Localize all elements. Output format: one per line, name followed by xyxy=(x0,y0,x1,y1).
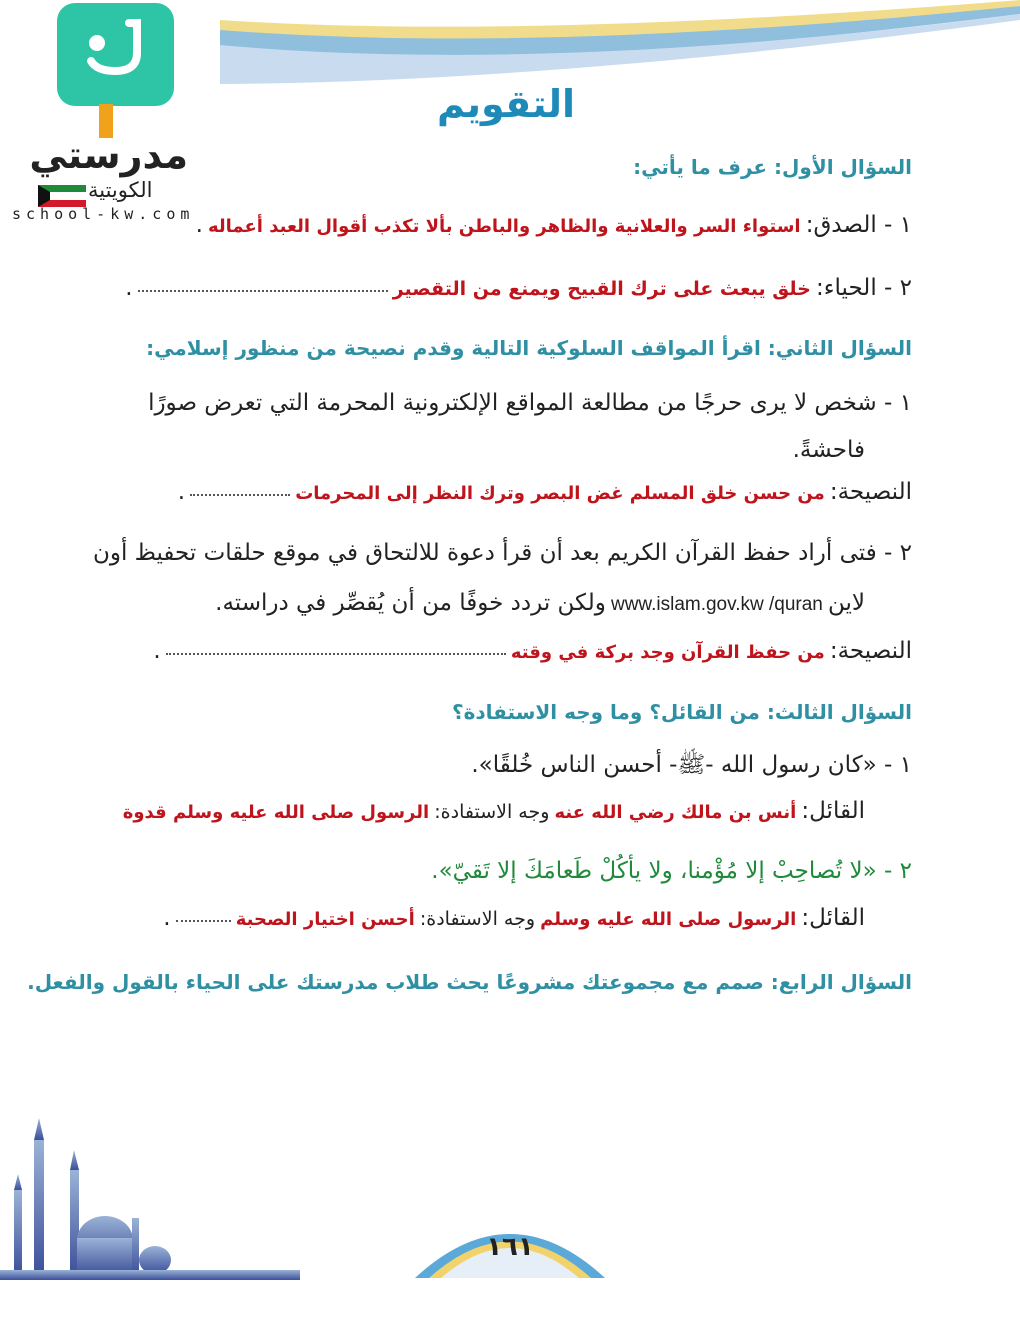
q3-item-2-dots xyxy=(176,920,231,922)
q1-heading: السؤال الأول: عرف ما يأتي: xyxy=(633,155,912,179)
q2-item-2-line-1: ٢ - فتى أراد حفظ القرآن الكريم بعد أن قرأ دعوة للالتحاق في موقع حلقات تحفيظ أون xyxy=(92,540,912,566)
q1-item-2-answer: خلق يبعث على ترك القبيح ويمنع من التقصير xyxy=(392,278,811,300)
q1-item-1-label: ١ - الصدق: xyxy=(805,212,912,238)
mosque-illustration xyxy=(0,1110,300,1280)
q2-item-2-advice-label: النصيحة: xyxy=(829,638,912,664)
page-number: ١٦١ xyxy=(486,1232,534,1262)
q2-item-1-end: . xyxy=(177,479,185,505)
logo-url: school-kw.com xyxy=(12,205,195,223)
q3-item-1-answer-line xyxy=(123,798,865,824)
q3-item-2-benefit: أحسن اختيار الصحبة xyxy=(235,909,415,930)
q2-heading: السؤال الثاني: اقرأ المواقف السلوكية التالية وقدم نصيحة من منظور إسلامي: xyxy=(146,336,912,360)
q1-item-1-answer: استواء السر والعلانية والظاهر والباطن بألا تكذب أقوال العبد أعماله xyxy=(207,216,801,237)
q1-item-1-end: . xyxy=(195,212,203,238)
q4-heading: السؤال الرابع: صمم مع مجموعتك مشروعًا يحث طلاب مدرستك على الحياء بالقول والفعل. xyxy=(27,970,912,994)
q3-item-1-benefit: الرسول صلى الله عليه وسلم قدوة xyxy=(122,802,430,823)
q1-item-1 xyxy=(196,212,912,238)
q2-item-2-url: www.islam.gov.kw /quran xyxy=(610,594,823,615)
q2-item-2-line-2 xyxy=(215,590,865,616)
q2-item-1-dots xyxy=(190,494,290,496)
logo-name: مدرستي xyxy=(29,133,188,177)
q2-item-1-line-2: فاحشةً. xyxy=(792,437,865,463)
q1-item-2-label: ٢ - الحياء: xyxy=(815,275,912,301)
q1-item-2-end: . xyxy=(125,275,133,301)
q3-item-2-quote xyxy=(431,858,912,884)
q3-item-1-sayer: أنس بن مالك رضي الله عنه xyxy=(554,802,797,823)
q2-item-2-dots xyxy=(166,653,506,655)
q1-item-2-dots xyxy=(138,290,388,292)
q3-item-1-sayer-label: القائل: xyxy=(801,798,865,824)
header-swoosh xyxy=(220,0,1020,90)
kuwait-flag-icon xyxy=(38,185,86,207)
page-title: التقويم xyxy=(436,82,575,126)
logo-subtitle: الكويتية xyxy=(88,178,153,202)
q3-item-2-quote-text: ٢ - «لا تُصاحِبْ إلا مُؤْمنا، ولا يأكُلْ طَعامَكَ إلا تَقيّ». xyxy=(431,858,912,884)
q2-item-2-end: . xyxy=(153,638,161,664)
logo-icon xyxy=(57,3,174,106)
q2-item-1-advice-text: من حسن خلق المسلم غض البصر وترك النظر إلى المحرمات xyxy=(295,483,825,504)
q2-item-1-advice-label: النصيحة: xyxy=(829,479,912,505)
q2-item-2-advice-text: من حفظ القرآن وجد بركة في وقته xyxy=(510,642,825,663)
q2-item-1-advice xyxy=(178,479,912,505)
q1-item-2 xyxy=(125,275,912,301)
q3-item-2-answer-line xyxy=(163,905,865,931)
q2-item-2-advice xyxy=(153,638,912,664)
q3-item-2-end: . xyxy=(163,905,171,931)
q2-item-2-line-2-end: ولكن تردد خوفًا من أن يُقصِّر في دراسته. xyxy=(215,590,606,616)
q3-item-2-benefit-label: وجه الاستفادة: xyxy=(419,908,535,930)
q3-heading: السؤال الثالث: من القائل؟ وما وجه الاستفادة؟ xyxy=(451,700,912,724)
q2-item-1-line-1: ١ - شخص لا يرى حرجًا من مطالعة المواقع الإلكترونية المحرمة التي تعرض صورًا xyxy=(148,390,912,416)
q3-item-2-sayer-label: القائل: xyxy=(801,905,865,931)
q2-item-2-line-2-start: لاين xyxy=(827,590,865,616)
q3-item-1-benefit-label: وجه الاستفادة: xyxy=(434,801,550,823)
q3-item-1-quote: ١ - «كان رسول الله -ﷺ- أحسن الناس خُلقًا». xyxy=(471,752,912,778)
q3-item-2-sayer: الرسول صلى الله عليه وسلم xyxy=(540,909,797,930)
